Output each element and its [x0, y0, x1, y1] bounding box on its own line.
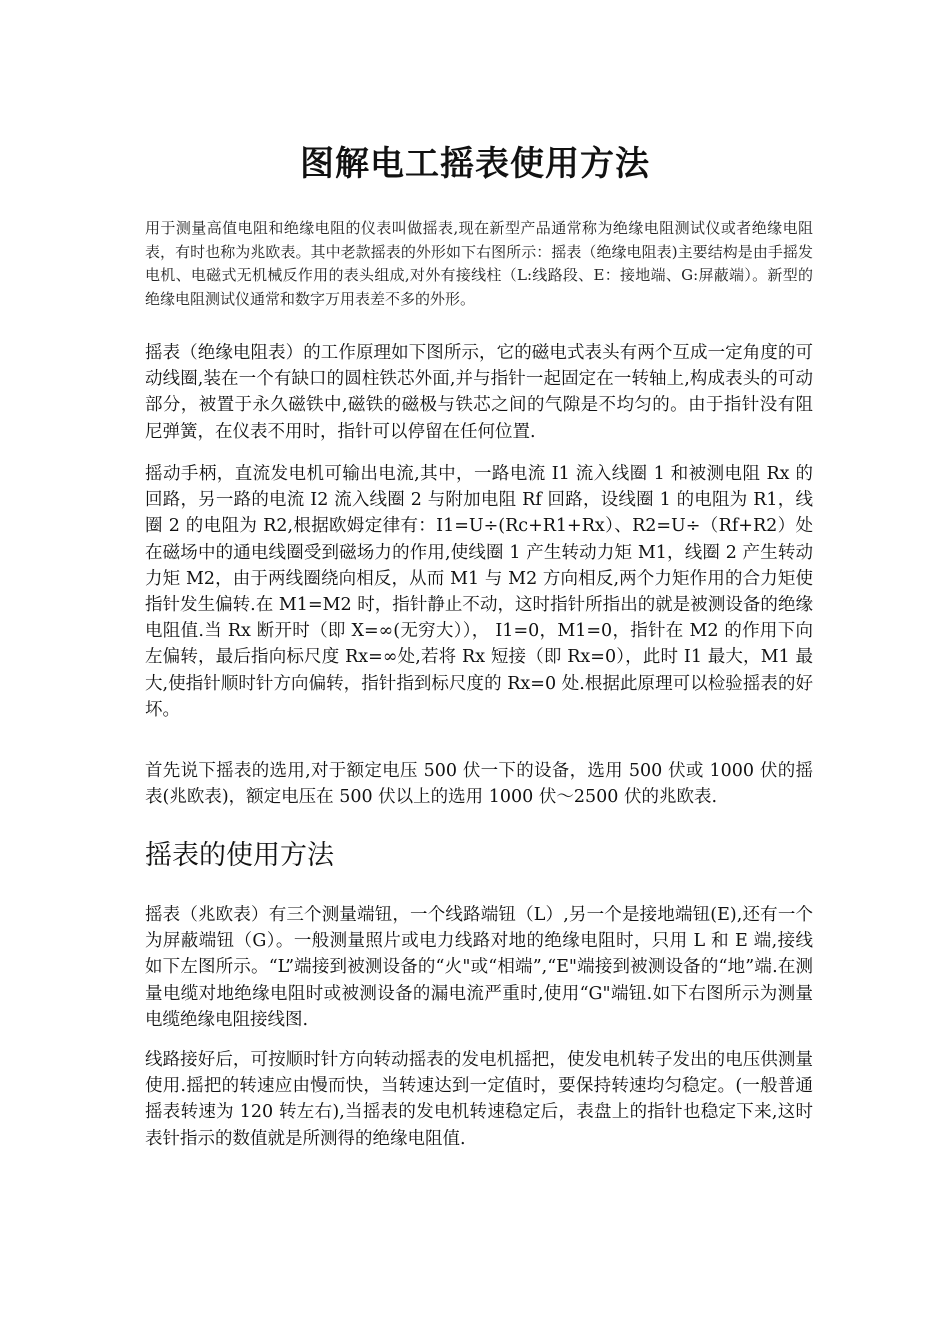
operation-paragraph: 摇动手柄，直流发电机可输出电流,其中，一路电流 I1 流入线圈 1 和被测电阻 Rx 的回路，另一路的电流 I2 流入线圈 2 与附加电阻 Rf 回路，设线圈 1 的电阻为 R1，线圈 2 的电阻为 R2,根据欧姆定律有：I1=U÷(Rc+R1+Rx）、R2=U÷（Rf+R2）处在磁场中的通电线圈受到磁场力的作用,使线圈 1 产生转动力矩 M1，线圈 2 产生转动力矩 M2，由于两线圈绕向相反，从而 M1 与 M2 方向相反,两个力矩作用的合力矩使指针发生偏转.在 M1=M2 时，指针静止不动，这时指针所指出的就是被测设备的绝缘电阻值.当 Rx 断开时（即 X=∞(无穷大））， I1=0，M1=0，指针在 M2 的作用下向左偏转，最后指向标尺度 Rx=∞处,若将 Rx 短接（即 Rx=0），此时 I1 最大，M1 最大,使指针顺时针方向偏转，指针指到标尺度的 Rx=0 处.根据此原理可以检验摇表的好坏。	[145, 464, 813, 720]
principle-paragraph: 摇表（绝缘电阻表）的工作原理如下图所示，它的磁电式表头有两个互成一定角度的可动线圈,装在一个有缺口的圆柱铁芯外面,并与指针一起固定在一转轴上,构成表头的可动部分，被置于永久磁铁中,磁铁的磁极与铁芯之间的气隙是不均匀的。由于指针没有阻尼弹簧，在仪表不用时，指针可以停留在任何位置.	[145, 343, 813, 442]
document-title: 图解电工摇表使用方法	[300, 144, 650, 184]
intro-paragraph: 用于测量高值电阻和绝缘电阻的仪表叫做摇表,现在新型产品通常称为绝缘电阻测试仪或者绝缘电阻表，有时也称为兆欧表。其中老款摇表的外形如下右图所示：摇表（绝缘电阻表)主要结构是由手摇发电机、电磁式无机械反作用的表头组成,对外有接线柱（L:线路段、E：接地端、G:屏蔽端）。新型的绝缘电阻测试仪通常和数字万用表差不多的外形。	[145, 219, 813, 308]
usage-heading: 摇表的使用方法	[145, 840, 334, 871]
cranking-paragraph: 线路接好后，可按顺时针方向转动摇表的发电机摇把，使发电机转子发出的电压供测量使用.摇把的转速应由慢而快，当转速达到一定值时，要保持转速均匀稳定。(一般普通摇表转速为 120 转左右),当摇表的发电机转速稳定后，表盘上的指针也稳定下来,这时表针指示的数值就是所测得的绝缘电阻值.	[145, 1050, 813, 1149]
selection-paragraph: 首先说下摇表的选用,对于额定电压 500 伏一下的设备，选用 500 伏或 1000 伏的摇表(兆欧表)，额定电压在 500 伏以上的选用 1000 伏～2500 伏的兆欧表.	[145, 761, 813, 808]
terminals-paragraph: 摇表（兆欧表）有三个测量端钮，一个线路端钮（L）,另一个是接地端钮(E),还有一个为屏蔽端钮（G）。一般测量照片或电力线路对地的绝缘电阻时，只用 L 和 E 端,接线如下左图所示。“L”端接到被测设备的“火"或“相端”,“E"端接到被测设备的“地”端.在测量电缆对地绝缘电阻时或被测设备的漏电流严重时,使用“G"端钮.如下右图所示为测量电缆绝缘电阻接线图.	[145, 905, 813, 1030]
